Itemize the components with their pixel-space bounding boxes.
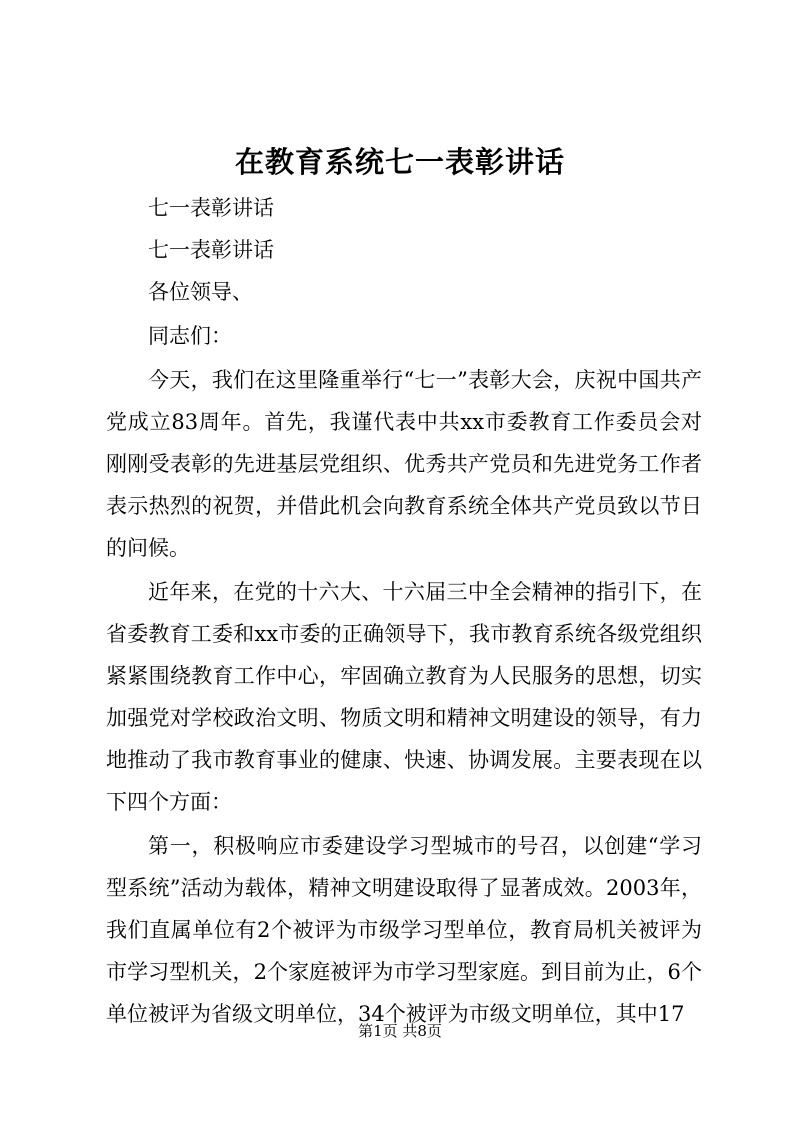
paragraph-opening: 今天，我们在这里隆重举行“七一”表彰大会，庆祝中国共产党成立83周年。首先，我谨代表中共xx市委教育工作委员会对刚刚受表彰的先进基层党组织、优秀共产党员和先进党务工作者表示热烈的祝贺，并借此机会向教育系统全体共产党员致以节日的问候。 xyxy=(106,368,702,560)
page-number-footer: 第1页 共8页 xyxy=(358,1022,442,1040)
paragraph-first-point: 第一，积极响应市委建设学习型城市的号召，以创建“学习型系统”活动为载体，精神文明建设取得了显著成效。2003年，我们直属单位有2个被评为市级学习型单位，教育局机关被评为市学习型机关，2个家庭被评为市学习型家庭。到目前为止，6个单位被评为省级文明单位，34个被评为市级文明单位，其中17 xyxy=(106,834,702,1026)
paragraph-subtitle-1: 七一表彰讲话 xyxy=(148,196,274,220)
paragraph-subtitle-2: 七一表彰讲话 xyxy=(148,238,274,262)
document-body xyxy=(106,187,702,1035)
paragraph-salutation-comrades: 同志们： xyxy=(148,324,232,348)
paragraph-recent-years: 近年来，在党的十六大、十六届三中全会精神的指引下，在省委教育工委和xx市委的正确领导下，我市教育系统各级党组织紧紧围绕教育工作中心，牢固确立教育为人民服务的思想，切实加强党对学校政治文明、物质文明和精神文明建设的领导，有力地推动了我市教育事业的健康、快速、协调发展。主要表现在以下四个方面： xyxy=(106,580,702,814)
document-title: 在教育系统七一表彰讲话 xyxy=(234,145,565,179)
paragraph-salutation-leaders: 各位领导、 xyxy=(148,280,253,304)
